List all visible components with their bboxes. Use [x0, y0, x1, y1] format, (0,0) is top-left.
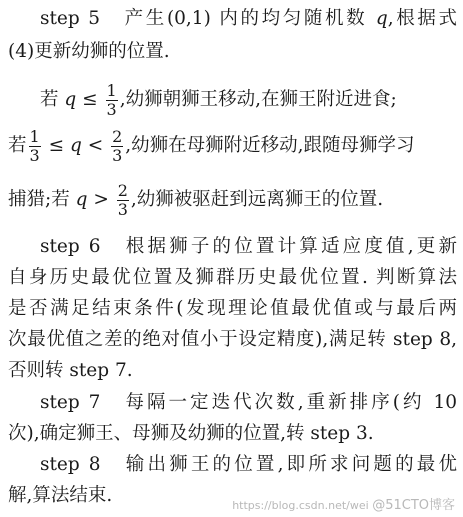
- step5-condition1: 若 q ≤ $\frac{1}{3}$ ,幼狮朝狮王移动,在狮王附近进食;: [40, 80, 397, 119]
- fraction-two-thirds: $\frac{2}{3}$: [117, 180, 128, 219]
- step6-line4: 次最优值之差的绝对值小于设定精度),满足转 step 8,: [8, 329, 457, 350]
- fraction-two-thirds: $\frac{2}{3}$: [112, 126, 123, 165]
- watermark-brand: @51CTO博客: [372, 498, 455, 513]
- step8-line1: step 8 输出狮王的位置,即所求问题的最优: [40, 454, 457, 475]
- step6-line3: 是否满足结束条件(发现理论值最优值或与最后两: [8, 298, 457, 319]
- step8-line2: 解,算法结束.: [8, 485, 113, 506]
- fraction-one-third: $\frac{1}{3}$: [29, 126, 40, 165]
- watermark: [232, 494, 455, 513]
- step5-line1: step 5 产生(0,1) 内的均匀随机数 q,根据式: [40, 8, 457, 29]
- step5-line2: (4)更新幼狮的位置.: [8, 41, 170, 62]
- watermark-url: https://blog.csdn.net/wei: [232, 499, 369, 512]
- step5-label: step 5: [40, 8, 101, 29]
- step6-line5: 否则转 step 7.: [8, 360, 133, 381]
- step5-condition2: 若 $\frac{1}{3}$ ≤ q < $\frac{2}{3}$ ,幼狮在母狮附近移动,跟随母狮学习: [8, 126, 415, 165]
- step7-label: step 7: [40, 392, 101, 413]
- step6-label: step 6: [40, 236, 101, 257]
- fraction-one-third: $\frac{1}{3}$: [106, 80, 117, 119]
- step7-line2: 次),确定狮王、母狮及幼狮的位置,转 step 3.: [8, 423, 374, 444]
- step6-line2: 自身历史最优位置及狮群历史最优位置. 判断算法: [8, 267, 457, 288]
- step7-line1: step 7 每隔一定迭代次数,重新排序(约 10: [40, 392, 457, 413]
- step6-line1: step 6 根据狮子的位置计算适应度值,更新: [40, 236, 457, 257]
- step8-label: step 8: [40, 454, 101, 475]
- step5-condition3: 捕猎;若 q > $\frac{2}{3}$ ,幼狮被驱赶到远离狮王的位置.: [8, 180, 384, 219]
